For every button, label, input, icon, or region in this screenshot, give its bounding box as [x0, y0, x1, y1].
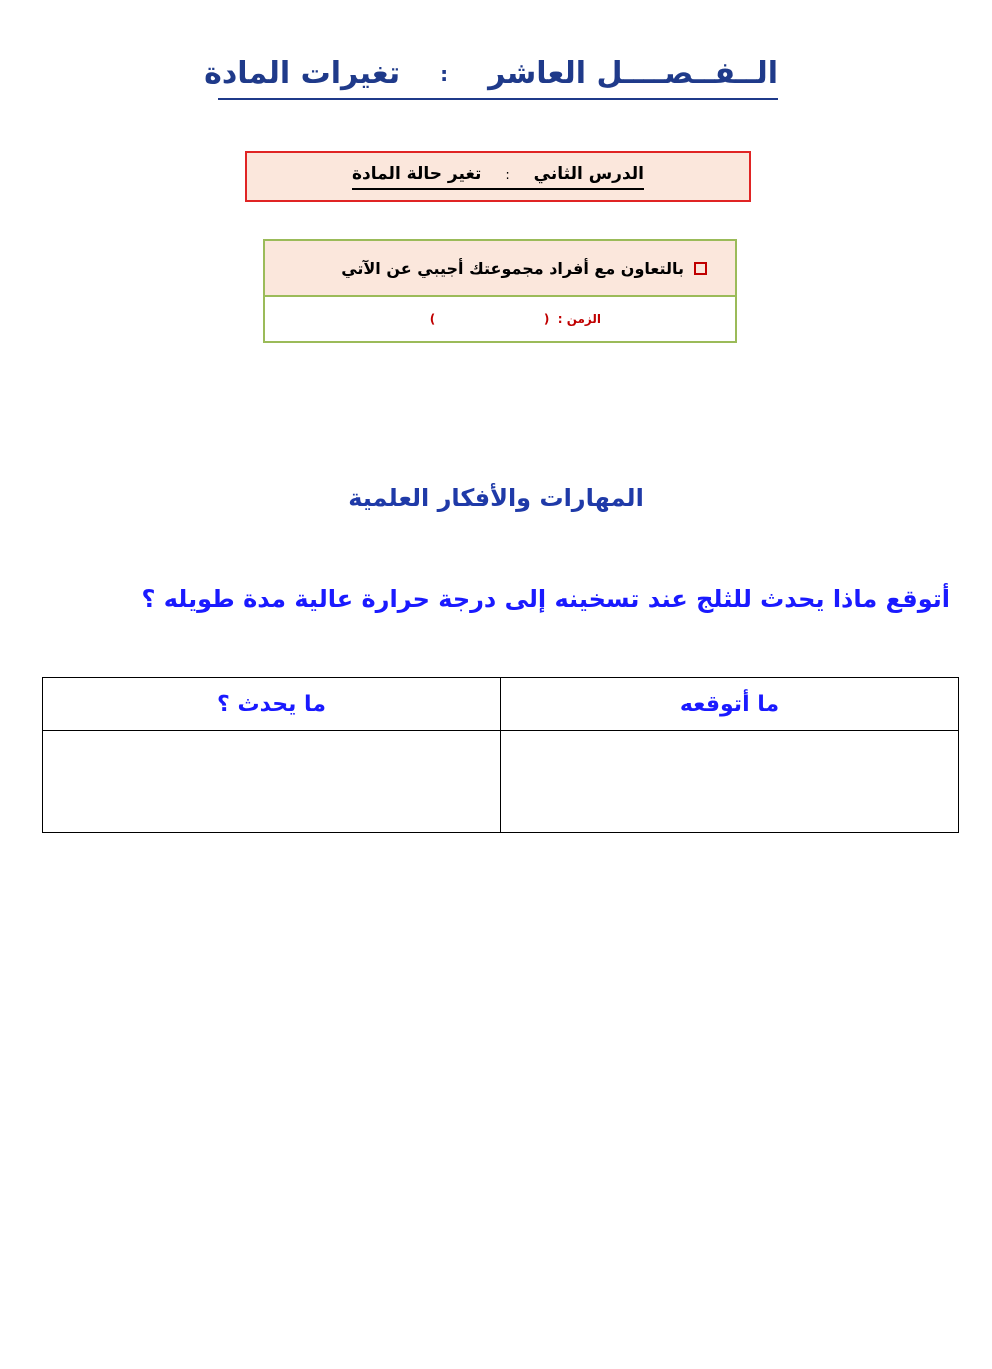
- header-expectation: ما أتوقعه: [501, 678, 959, 731]
- answer-table: [42, 677, 959, 833]
- table-row: [43, 731, 959, 833]
- lesson-label: الدرس الثاني: [533, 164, 644, 184]
- lesson-box: [245, 151, 751, 202]
- group-task-box: [263, 239, 737, 343]
- lesson-name: تغير حالة المادة: [352, 164, 482, 184]
- section-title: المهارات والأفكار العلمية: [348, 484, 644, 512]
- lesson-heading: [352, 163, 644, 190]
- checkbox-icon[interactable]: [694, 262, 707, 275]
- chapter-title: [204, 50, 778, 100]
- chapter-label: الــفــصــــل العاشر: [488, 56, 778, 91]
- chapter-name: تغيرات المادة: [204, 56, 401, 91]
- what-happens-answer-cell[interactable]: [43, 731, 501, 833]
- chapter-separator: :: [440, 62, 449, 86]
- table-header-row: [43, 678, 959, 731]
- time-label: الزمن : ( ): [429, 312, 601, 326]
- lesson-separator: :: [505, 168, 510, 183]
- group-task-instruction-row: [265, 241, 735, 297]
- group-task-instruction: بالتعاون مع أفراد مجموعتك أجيبي عن الآتي: [341, 258, 684, 278]
- group-task-time-row: [265, 297, 735, 341]
- expectation-answer-cell[interactable]: [501, 731, 959, 833]
- header-what-happens: ما يحدث ؟: [43, 678, 501, 731]
- question-text: أتوقع ماذا يحدث للثلج عند تسخينه إلى درجة حرارة عالية مدة طويله ؟: [141, 585, 950, 613]
